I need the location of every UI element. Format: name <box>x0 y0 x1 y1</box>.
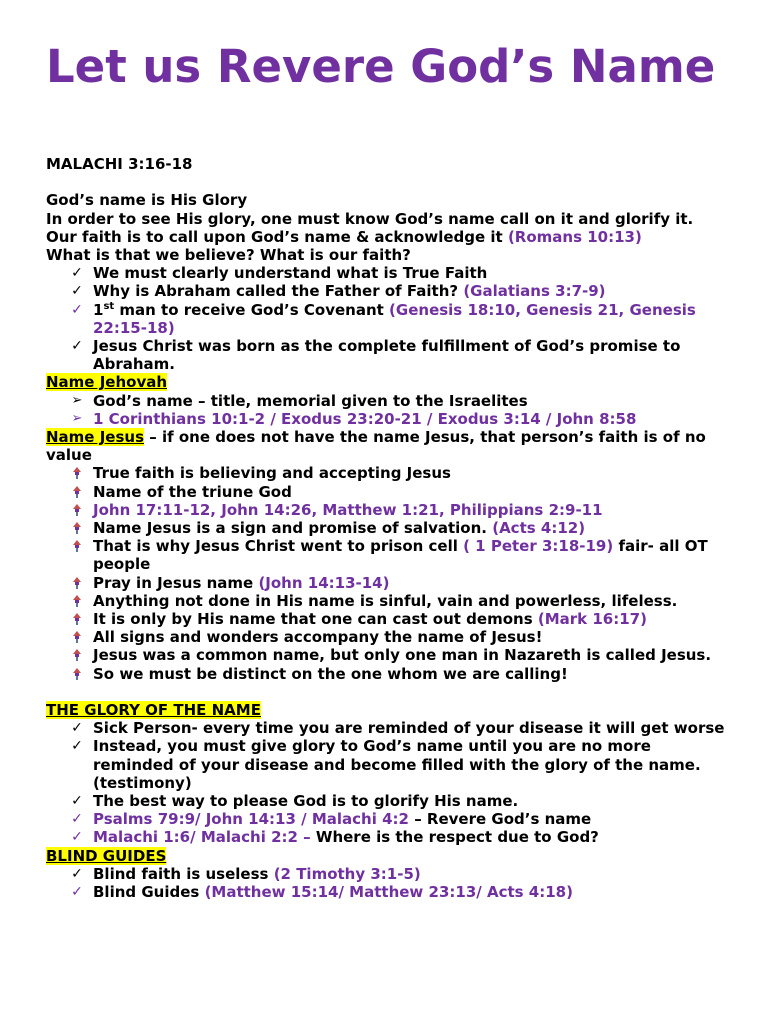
bible-reference: (Genesis 18:10, Genesis 21, Genesis 22:15-18) <box>93 300 696 337</box>
list-item: Name Jesus is a sign and promise of salvation. (Acts 4:12) <box>46 519 736 537</box>
checkmark-icon: ✓ <box>71 865 83 882</box>
arrowhead-bullet-icon: ➢ <box>71 392 83 408</box>
pushpin-bullet-icon <box>68 501 86 519</box>
section-heading-blind-guides: BLIND GUIDES <box>46 846 167 865</box>
pushpin-bullet-icon <box>68 483 86 501</box>
checkmark-icon: ✓ <box>71 265 83 282</box>
checkmark-icon: ✓ <box>71 338 83 355</box>
list-item: Anything not done in His name is sinful, vain and powerless, lifeless. <box>46 592 736 610</box>
list-item: True faith is believing and accepting Jesus <box>46 464 736 482</box>
checkmark-icon: ✓ <box>71 283 83 300</box>
checkmark-icon: ✓ <box>71 793 83 810</box>
list-item: ✓ Blind Guides (Matthew 15:14/ Matthew 23:13/ Acts 4:18) <box>46 883 736 901</box>
list-item <box>46 501 736 519</box>
pushpin-bullet-icon <box>68 628 86 646</box>
checkmark-icon: ✓ <box>71 720 83 737</box>
bible-reference: John 17:11-12, John 14:26, Matthew 1:21, Philippians 2:9-11 <box>93 500 603 519</box>
bible-reference: (John 14:13-14) <box>258 573 390 592</box>
list-item: ✓ Malachi 1:6/ Malachi 2:2 – Where is the respect due to God? <box>46 828 736 846</box>
jesus-list <box>46 464 736 682</box>
jehovah-list <box>46 392 736 428</box>
bible-reference: (Mark 16:17) <box>537 610 647 629</box>
bible-reference: (2 Timothy 3:1-5) <box>273 864 421 883</box>
list-item: ➢ God’s name – title, memorial given to the Israelites <box>46 392 736 410</box>
list-item: It is only by His name that one can cast out demons (Mark 16:17) <box>46 610 736 628</box>
list-item: ✓ We must clearly understand what is True Faith <box>46 264 736 282</box>
faith-list <box>46 264 736 373</box>
blind-guides-list <box>46 865 736 901</box>
bible-reference: 1 Corinthians 10:1-2 / Exodus 23:20-21 / Exodus 3:14 / John 8:58 <box>93 409 637 428</box>
list-item: ✓ 1st man to receive God’s Covenant (Genesis 18:10, Genesis 21, Genesis 22:15-18) <box>46 301 736 337</box>
checkmark-icon: ✓ <box>71 829 83 846</box>
list-item: ✓ The best way to please God is to glorify His name. <box>46 792 736 810</box>
section-heading-glory: THE GLORY OF THE NAME <box>46 701 261 720</box>
checkmark-icon: ✓ <box>71 884 83 901</box>
list-item: ✓ Why is Abraham called the Father of Faith? (Galatians 3:7-9) <box>46 282 736 300</box>
list-item: ✓ Jesus Christ was born as the complete fulfillment of God’s promise to Abraham. <box>46 337 736 373</box>
pushpin-bullet-icon <box>68 537 86 555</box>
intro-line: God’s name is His Glory <box>46 191 248 210</box>
list-item: Name of the triune God <box>46 483 736 501</box>
bible-reference: (Acts 4:12) <box>492 519 586 538</box>
pushpin-bullet-icon <box>68 665 86 683</box>
bible-reference: ( 1 Peter 3:18-19) <box>463 537 614 556</box>
checkmark-icon: ✓ <box>71 738 83 755</box>
checkmark-icon: ✓ <box>71 811 83 828</box>
pushpin-bullet-icon <box>68 519 86 537</box>
list-item: ✓ Blind faith is useless (2 Timothy 3:1-5) <box>46 865 736 883</box>
list-item: Pray in Jesus name (John 14:13-14) <box>46 574 736 592</box>
pushpin-bullet-icon <box>68 574 86 592</box>
pushpin-bullet-icon <box>68 610 86 628</box>
list-item: That is why Jesus Christ went to prison cell ( 1 Peter 3:18-19) fair- all OT people <box>46 537 736 573</box>
list-item: So we must be distinct on the one whom we are calling! <box>46 665 736 683</box>
bible-reference: (Romans 10:13) <box>507 227 642 246</box>
section-heading-jehovah: Name Jehovah <box>46 373 168 392</box>
list-item: ✓ Sick Person- every time you are reminded of your disease it will get worse <box>46 719 736 737</box>
intro-line: What is that we believe? What is our faith? <box>46 246 411 264</box>
pushpin-bullet-icon <box>68 646 86 664</box>
list-item <box>46 410 736 428</box>
arrowhead-bullet-icon: ➢ <box>71 410 83 426</box>
bible-reference: (Matthew 15:14/ Matthew 23:13/ Acts 4:18) <box>204 883 573 902</box>
intro-line: In order to see His glory, one must know God’s name call on it and glorify it. <box>46 209 694 228</box>
bible-reference: Malachi 1:6/ Malachi 2:2 – <box>93 828 311 847</box>
list-item: ✓ Psalms 79:9/ John 14:13 / Malachi 4:2 – Revere God’s name <box>46 810 736 828</box>
page-title: Let us Revere God’s Name <box>46 40 716 93</box>
pushpin-bullet-icon <box>68 464 86 482</box>
pushpin-bullet-icon <box>68 592 86 610</box>
checkmark-icon: ✓ <box>71 301 83 318</box>
intro-line: Our faith is to call upon God’s name & acknowledge it (Romans 10:13) <box>46 227 642 246</box>
bible-reference: Psalms 79:9/ John 14:13 / Malachi 4:2 <box>93 810 415 829</box>
section-heading-jesus: Name Jesus – if one does not have the name Jesus, that person’s faith is of no value <box>46 428 706 465</box>
list-item: Jesus was a common name, but only one man in Nazareth is called Jesus. <box>46 646 736 664</box>
list-item: ✓ Instead, you must give glory to God’s name until you are no more reminded of your disease and become filled with the glory of the name. (testimony) <box>46 737 736 792</box>
document-body <box>46 155 736 901</box>
list-item: All signs and wonders accompany the name of Jesus! <box>46 628 736 646</box>
bible-reference: (Galatians 3:7-9) <box>463 282 606 301</box>
glory-list <box>46 719 736 846</box>
scripture-reference: MALACHI 3:16-18 <box>46 155 193 173</box>
